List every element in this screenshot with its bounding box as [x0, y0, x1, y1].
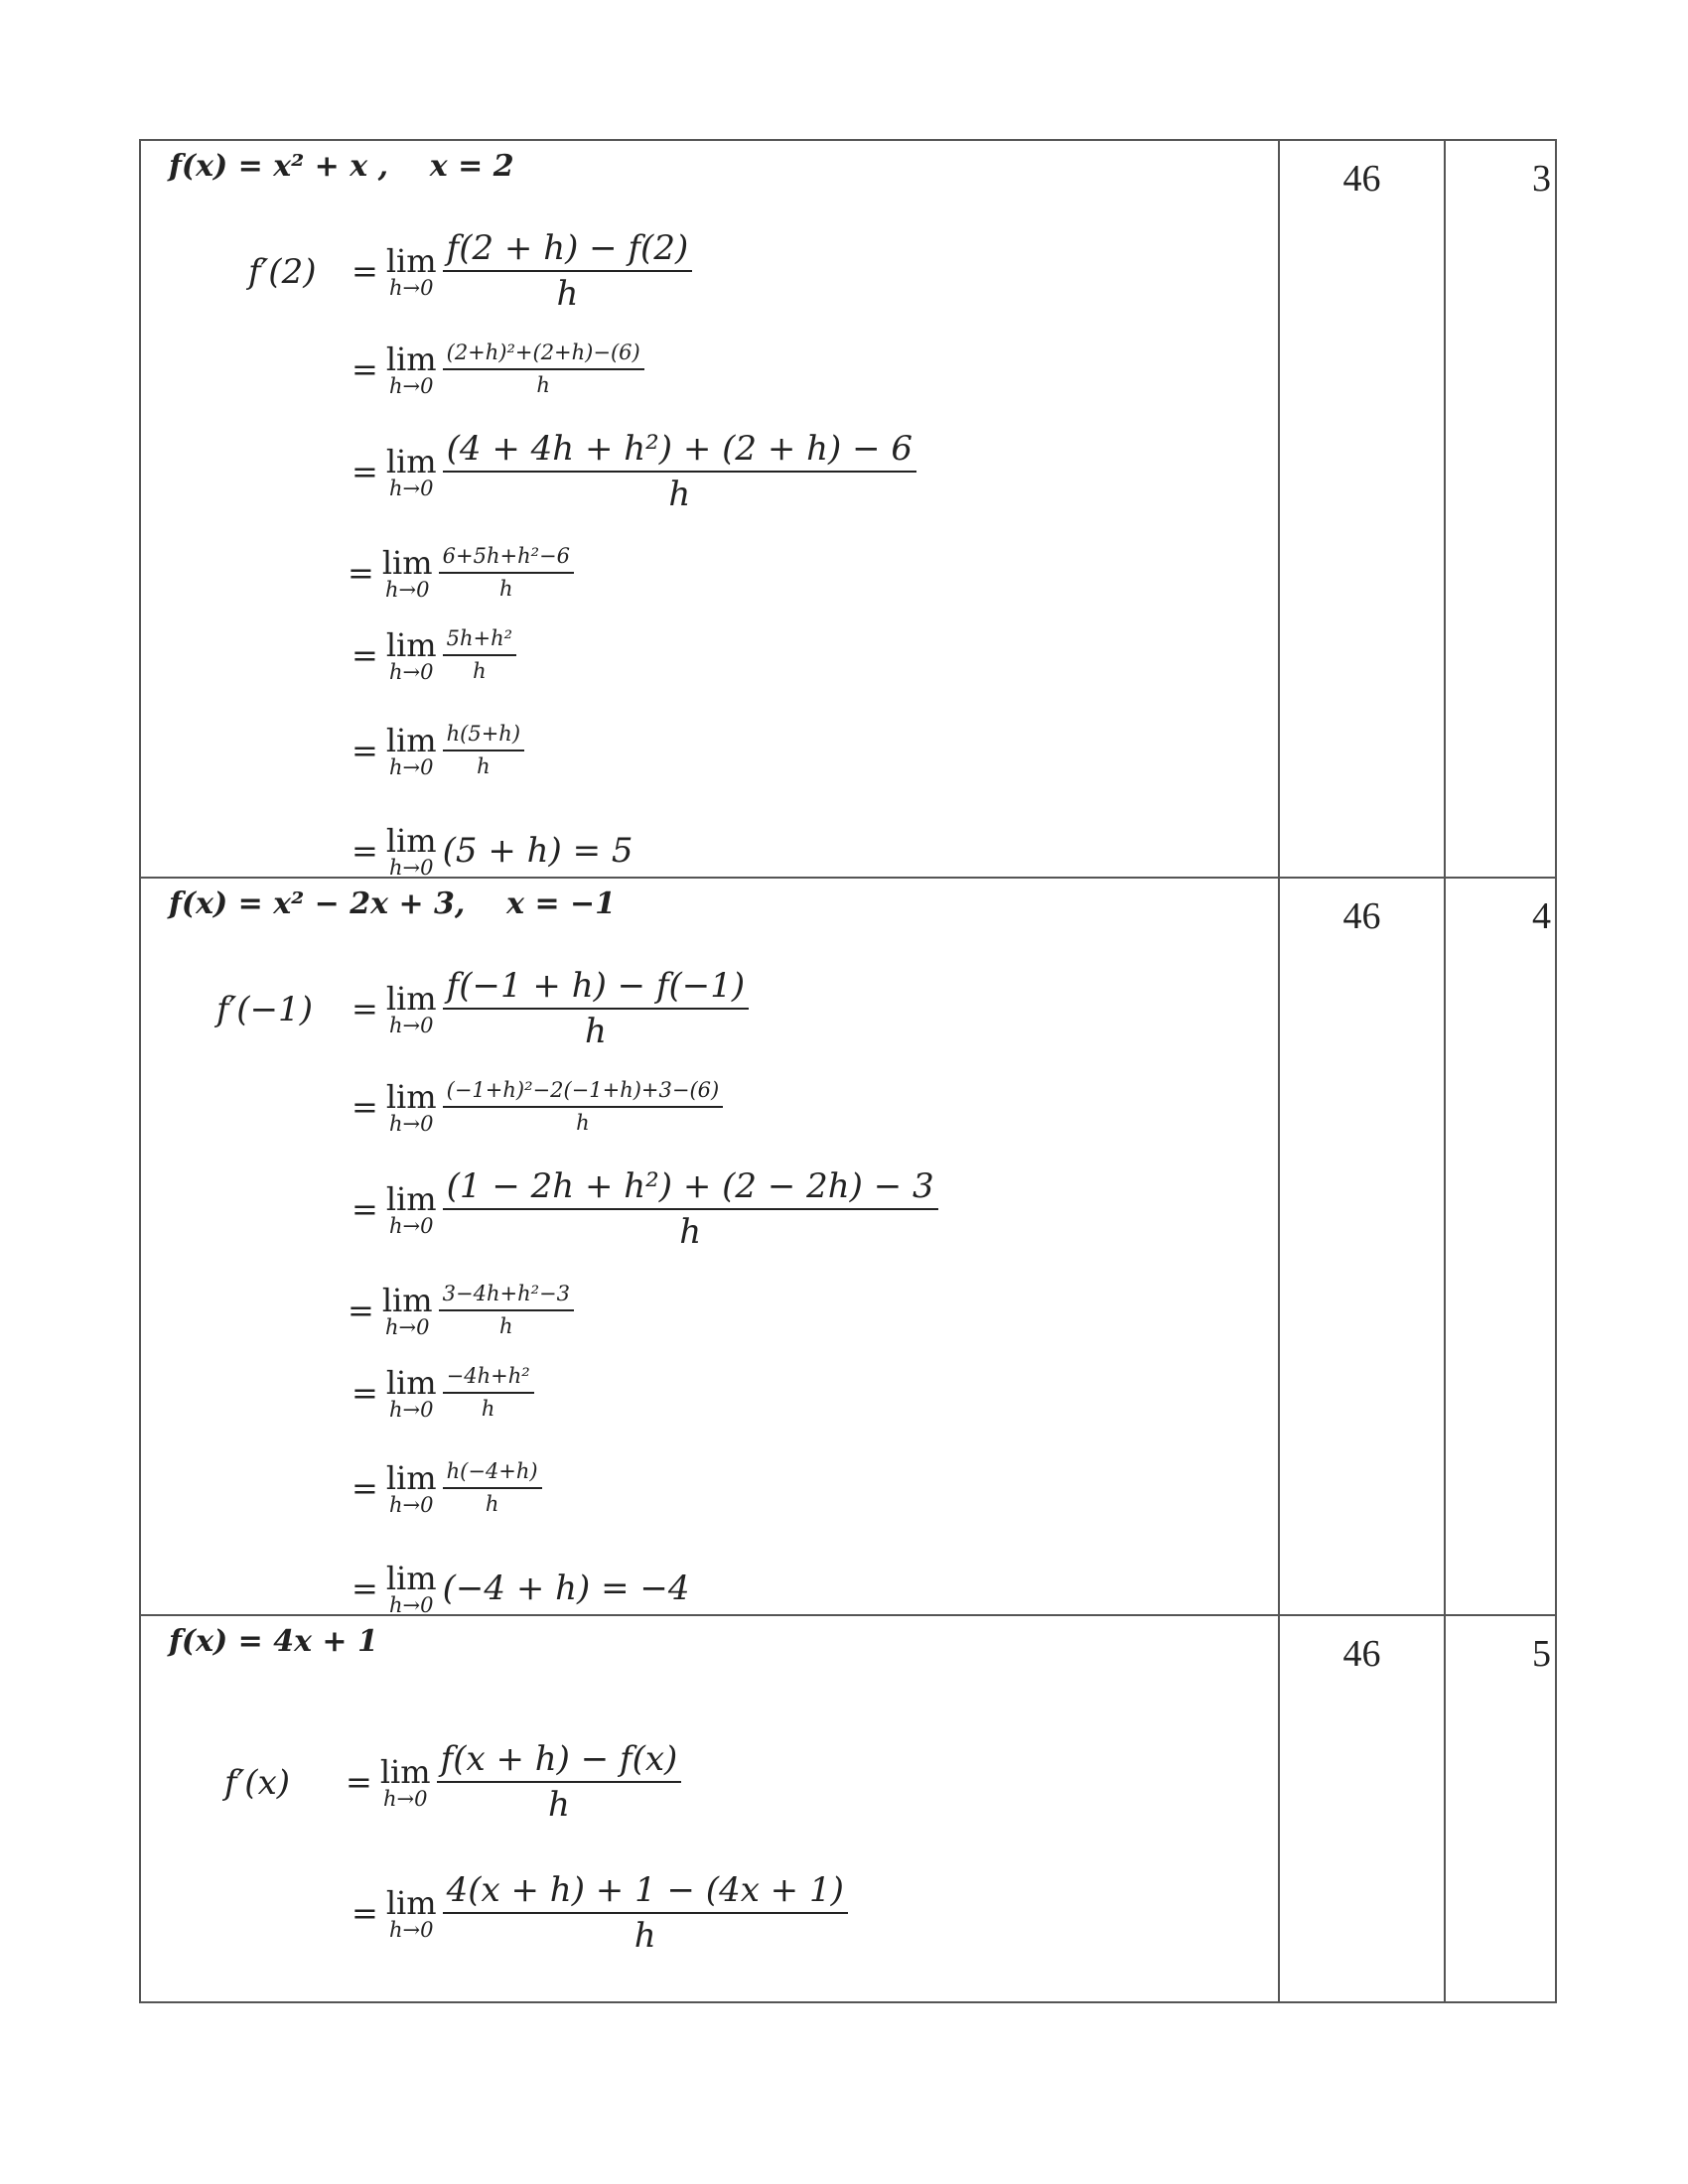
question-cell — [1445, 140, 1556, 878]
question-number: 4 — [1532, 895, 1551, 937]
page-cell — [1279, 878, 1445, 1615]
denominator: h — [485, 1492, 499, 1516]
question-number: 3 — [1532, 158, 1551, 200]
page-number: 46 — [1342, 158, 1381, 200]
page-cell — [1279, 1615, 1445, 2002]
problem-row — [140, 140, 1556, 878]
denominator: h — [679, 1212, 702, 1252]
numerator: (1 − 2h + h²) + (2 − 2h) − 3 — [443, 1166, 938, 1210]
limit-step: = lim h→0 $\frac{\text{(2+h)²+(2+h)−(6)}}{h}$ — [352, 340, 644, 399]
denominator: h — [576, 1111, 590, 1135]
numerator: (2+h)²+(2+h)−(6) — [443, 340, 644, 370]
page-cell — [1279, 140, 1445, 878]
problem-header: f(x) = x² + x , x = 2 — [169, 149, 514, 184]
derivative-lhs: f′(x) — [224, 1763, 291, 1803]
limit-step: = lim h→0 $\frac{4(x + h) + 1 - (4x + 1)}{h}$ — [352, 1870, 848, 1956]
numerator: h(5+h) — [443, 721, 524, 751]
problem-row — [140, 1615, 1556, 2002]
work-cell — [140, 1615, 1279, 2002]
final-step: = lim h→0 (−4 + h) = −4 — [352, 1560, 690, 1617]
page-number: 46 — [1342, 895, 1381, 937]
question-cell — [1445, 1615, 1556, 2002]
page-number: 46 — [1342, 1633, 1381, 1675]
problem-header: f(x) = 4x + 1 — [169, 1624, 378, 1659]
numerator: (4 + 4h + h²) + (2 + h) − 6 — [443, 429, 916, 473]
denominator: h — [548, 1785, 570, 1825]
numerator: h(−4+h) — [443, 1458, 542, 1489]
work-cell — [140, 140, 1279, 878]
limit-step: = lim h→0 $\frac{h(-4+h)}{h}$ — [352, 1458, 542, 1518]
question-number: 5 — [1532, 1633, 1551, 1675]
work-cell — [140, 878, 1279, 1615]
denominator: h — [536, 373, 550, 397]
numerator: f(2 + h) − f(2) — [443, 228, 693, 272]
limit-step: = lim h→0 $\frac{h(5+h)}{h}$ — [352, 721, 524, 780]
limit-step: = lim h→0 $\frac{\text{6+5h+h²−6}}{h}$ — [348, 543, 574, 603]
numerator: 4(x + h) + 1 − (4x + 1) — [443, 1870, 848, 1914]
denominator: h — [584, 1012, 607, 1051]
limit-step: = lim h→0 $\frac{f(-1 + h) - f(-1)}{h}$ — [352, 966, 749, 1051]
problem-header: f(x) = x² − 2x + 3, x = −1 — [169, 887, 617, 921]
denominator: h — [499, 577, 513, 601]
denominator: h — [633, 1916, 656, 1956]
numerator: f(x + h) − f(x) — [437, 1739, 682, 1783]
limit-step: = lim h→0 $\frac{\text{3−4h+h²−3}}{h}$ — [348, 1281, 574, 1340]
denominator: h — [477, 754, 491, 778]
limit-step: = lim h→0 $\frac{\text{(4 + 4h + h²) + (2 + h) − 6}}{h}$ — [352, 429, 916, 514]
denominator: h — [473, 659, 487, 683]
numerator: 5h+h² — [443, 625, 516, 656]
numerator: −4h+h² — [443, 1363, 534, 1394]
final-result: (5 + h) = 5 — [442, 831, 633, 871]
problem-row — [140, 878, 1556, 1615]
limit-step: = lim h→0 $\frac{f(2 + h) - f(2)}{h}$ — [352, 228, 692, 314]
limit-step: = lim h→0 $\frac{f(x + h) - f(x)}{h}$ — [346, 1739, 681, 1825]
numerator: 3−4h+h²−3 — [439, 1281, 574, 1311]
denominator: h — [499, 1314, 513, 1338]
limit-step: = lim h→0 $\frac{\text{−4h+h²}}{h}$ — [352, 1363, 534, 1423]
denominator: h — [668, 475, 691, 514]
limit-step: = lim h→0 $\frac{\text{5h+h²}}{h}$ — [352, 625, 516, 685]
numerator: 6+5h+h²−6 — [439, 543, 574, 574]
limit-step: = lim h→0 $\frac{\text{(1 − 2h + h²) + (2 − 2h) − 3}}{h}$ — [352, 1166, 938, 1252]
numerator: (−1+h)²−2(−1+h)+3−(6) — [443, 1077, 724, 1108]
derivative-lhs: f′(−1) — [216, 990, 313, 1029]
question-cell — [1445, 878, 1556, 1615]
final-step: = lim h→0 (5 + h) = 5 — [352, 822, 633, 880]
limit-step: = lim h→0 $\frac{\text{(−1+h)²−2(−1+h)+3−(6)}}{h}$ — [352, 1077, 723, 1137]
final-result: (−4 + h) = −4 — [442, 1569, 690, 1608]
denominator: h — [556, 274, 579, 314]
solutions-table — [139, 139, 1557, 2003]
denominator: h — [481, 1397, 495, 1421]
numerator: f(−1 + h) − f(−1) — [443, 966, 750, 1010]
derivative-lhs: f′(2) — [248, 252, 317, 292]
